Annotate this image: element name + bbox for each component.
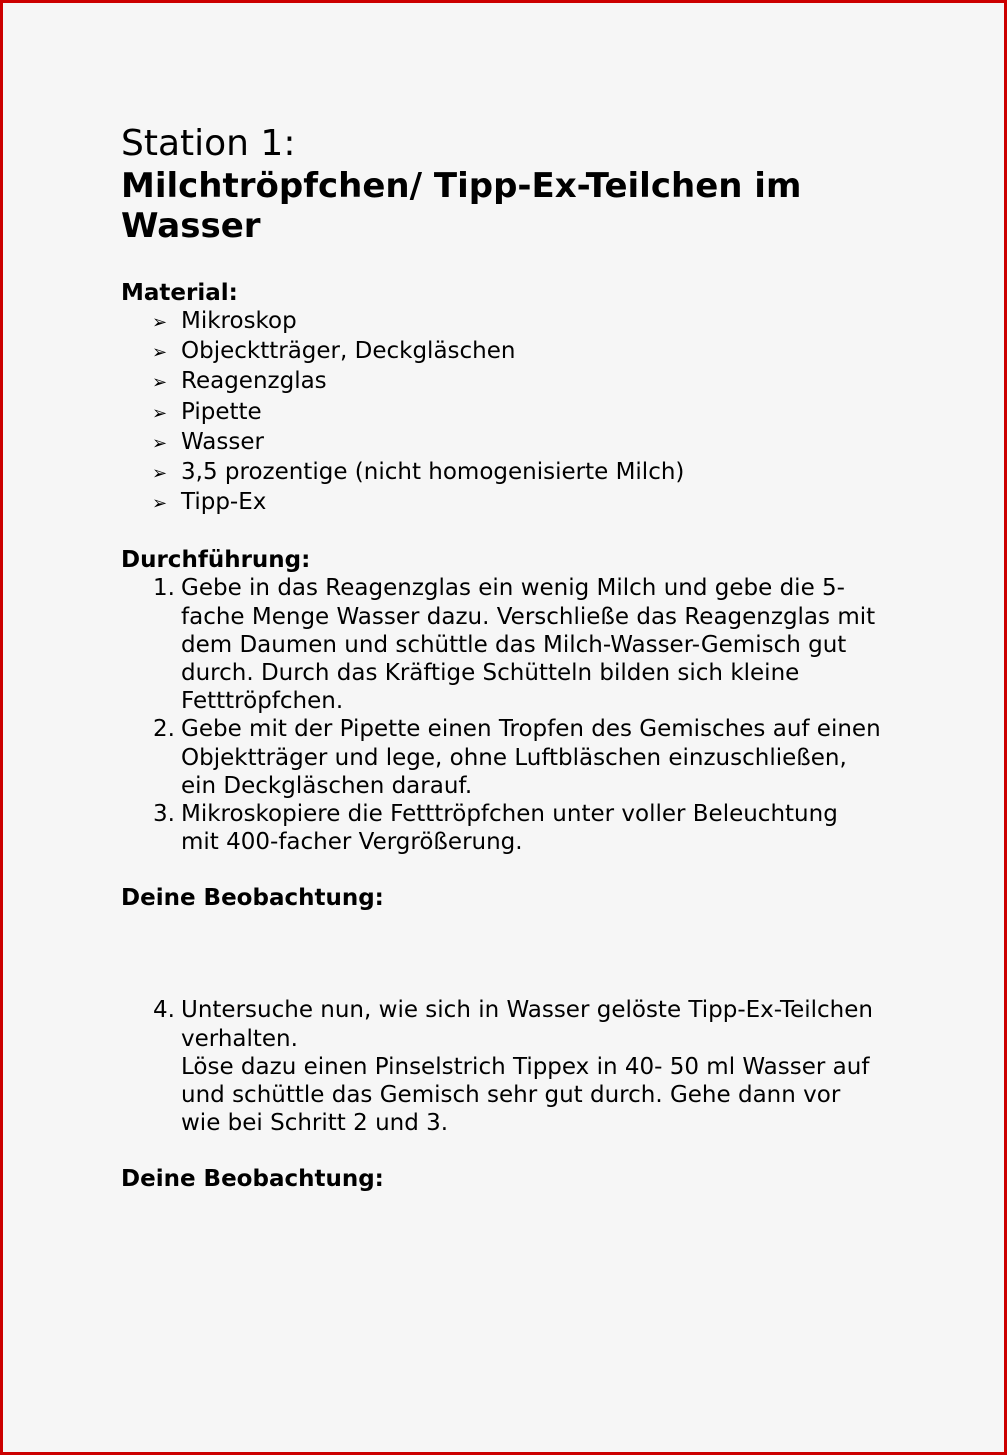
step-text: Gebe mit der Pipette einen Tropfen des Gemisches auf einen Objektträger und lege, ohne Luftbläschen einzuschließen, ein Deckgläschen darauf.	[181, 716, 881, 799]
list-item	[121, 367, 881, 397]
step-number: 3.	[153, 801, 175, 828]
procedure-steps	[121, 574, 881, 856]
material-item: Objecktträger, Deckgläschen	[181, 338, 516, 365]
material-item: Reagenzglas	[181, 368, 327, 395]
document-body	[121, 124, 881, 1193]
material-item: Pipette	[181, 398, 262, 425]
material-item: Wasser	[181, 428, 264, 455]
arrowhead-bullet-icon: ➢	[152, 493, 168, 515]
step-number: 4.	[153, 997, 175, 1024]
observation-heading-2: Deine Beobachtung:	[121, 1166, 384, 1193]
material-item: Mikroskop	[181, 308, 297, 334]
step-number: 2.	[153, 716, 175, 743]
material-list	[121, 307, 881, 518]
step-text: Mikroskopiere die Fetttröpfchen unter voller Beleuchtung mit 400-facher Vergrößerung.	[181, 801, 838, 856]
arrowhead-bullet-icon: ➢	[152, 342, 168, 364]
list-item	[121, 337, 881, 367]
list-item	[121, 398, 881, 428]
arrowhead-bullet-icon: ➢	[152, 463, 168, 485]
arrowhead-bullet-icon: ➢	[152, 372, 168, 394]
material-item: 3,5 prozentige (nicht homogenisierte Milch)	[181, 459, 685, 486]
step-text: Untersuche nun, wie sich in Wasser gelöste Tipp-Ex-Teilchen verhalten.	[181, 997, 873, 1052]
procedure-step	[121, 800, 881, 856]
list-item	[121, 307, 881, 337]
list-item	[121, 458, 881, 488]
station-subtitle: Milchtröpfchen/ Tipp-Ex-Teilchen im Wasser	[121, 166, 802, 246]
list-item	[121, 428, 881, 458]
procedure-step	[121, 574, 881, 715]
procedure-steps-continued	[121, 996, 881, 1137]
arrowhead-bullet-icon: ➢	[152, 402, 168, 424]
procedure-step	[121, 996, 881, 1137]
material-heading: Material:	[121, 280, 238, 306]
arrowhead-bullet-icon: ➢	[152, 432, 168, 454]
material-item: Tipp-Ex	[181, 489, 267, 516]
arrowhead-bullet-icon: ➢	[152, 312, 168, 333]
step-number: 1.	[153, 575, 175, 602]
step-text-container	[181, 996, 881, 1137]
station-title: Station 1:	[121, 123, 296, 164]
list-item	[121, 488, 881, 518]
procedure-heading: Durchführung:	[121, 547, 311, 574]
step-text: Gebe in das Reagenzglas ein wenig Milch und gebe die 5-fache Menge Wasser dazu. Verschließe das Reagenzglas mit dem Daumen und schüttle das Milch-Wasser-Gemisch gut durch. Durch das Kräftige Schütteln bilden sich kleine Fetttröpfchen.	[181, 575, 876, 715]
step-instruction: Löse dazu einen Pinselstrich Tippex in 40- 50 ml Wasser auf und schüttle das Gemisch sehr gut durch. Gehe dann vor wie bei Schritt 2 und 3.	[181, 1053, 870, 1137]
observation-heading-1: Deine Beobachtung:	[121, 885, 384, 912]
procedure-step	[121, 715, 881, 800]
